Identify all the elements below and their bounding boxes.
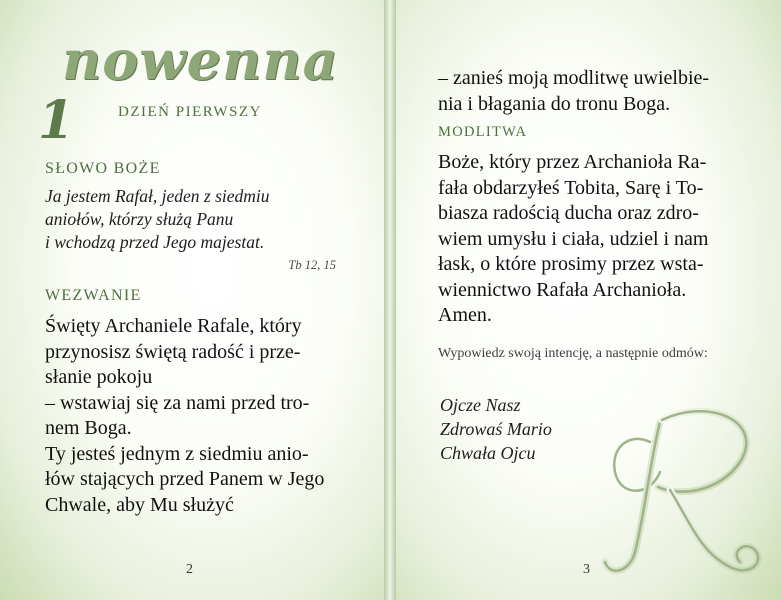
- quote-line: Ja jestem Rafał, jeden z siedmiu: [45, 186, 270, 206]
- invocation-line: słanie pokoju: [45, 366, 153, 388]
- invocation-line: nia i błagania do tronu Boga.: [438, 92, 671, 115]
- invocation-heading: WEZWANIE: [45, 287, 142, 304]
- prayer-heading: MODLITWA: [438, 124, 528, 140]
- prayer-line: Boże, który przez Archanioła Ra-: [438, 151, 707, 173]
- day-number: 1: [38, 90, 75, 151]
- invocation-line: przynosisz świętą radość i prze-: [45, 340, 301, 363]
- scripture-reference: Tb 12, 15: [288, 258, 336, 272]
- invocation-text: [45, 314, 337, 518]
- invocation-line: Święty Archaniele Rafale, który: [45, 315, 302, 337]
- prayer-line: łask, o które prosimy przez wsta-: [438, 253, 704, 275]
- quote-line: i wchodzą przed Jego majestat.: [45, 232, 265, 252]
- word-of-god-heading: SŁOWO BOŻE: [45, 160, 161, 177]
- quote-line: aniołów, którzy służą Panu: [45, 209, 234, 229]
- day-label: DZIEŃ PIERWSZY: [118, 104, 262, 120]
- invocation-line: nem Boga.: [45, 417, 132, 439]
- page-number-left: 2: [186, 562, 193, 577]
- invocation-line: Chwale, aby Mu służyć: [45, 493, 234, 516]
- closing-invocation: [438, 66, 709, 117]
- prayer-item: Ojcze Nasz: [440, 395, 521, 415]
- prayer-line: biasza radością ducha oraz zdro-: [438, 202, 699, 224]
- raphael-monogram-icon: [590, 402, 770, 592]
- prayer-line: wiem umysłu i ciała, udziel i nam: [438, 227, 709, 250]
- prayer-line: Amen.: [438, 304, 492, 326]
- intention-note: Wypowiedz swoją intencję, a następnie odmów:: [438, 346, 708, 361]
- page-number-right: 3: [583, 562, 590, 577]
- scripture-quote: [45, 185, 345, 254]
- prayers-list: [440, 393, 552, 465]
- novena-title: nowenna: [62, 28, 339, 92]
- prayer-line: wiennictwo Rafała Archanioła.: [438, 278, 687, 301]
- prayer-item: Chwała Ojcu: [440, 443, 536, 463]
- invocation-line: Ty jesteś jednym z siedmiu anio-: [45, 442, 309, 465]
- prayer-text: [438, 150, 709, 329]
- prayer-item: Zdrowaś Mario: [440, 419, 552, 439]
- invocation-line: – zanieś moją modlitwę uwielbie-: [438, 67, 710, 89]
- invocation-line: – wstawiaj się za nami przed tro-: [45, 391, 310, 414]
- prayer-line: fała obdarzyłeś Tobita, Sarę i To-: [438, 176, 704, 199]
- book-gutter: [384, 0, 396, 600]
- invocation-line: łów stających przed Panem w Jego: [45, 468, 325, 490]
